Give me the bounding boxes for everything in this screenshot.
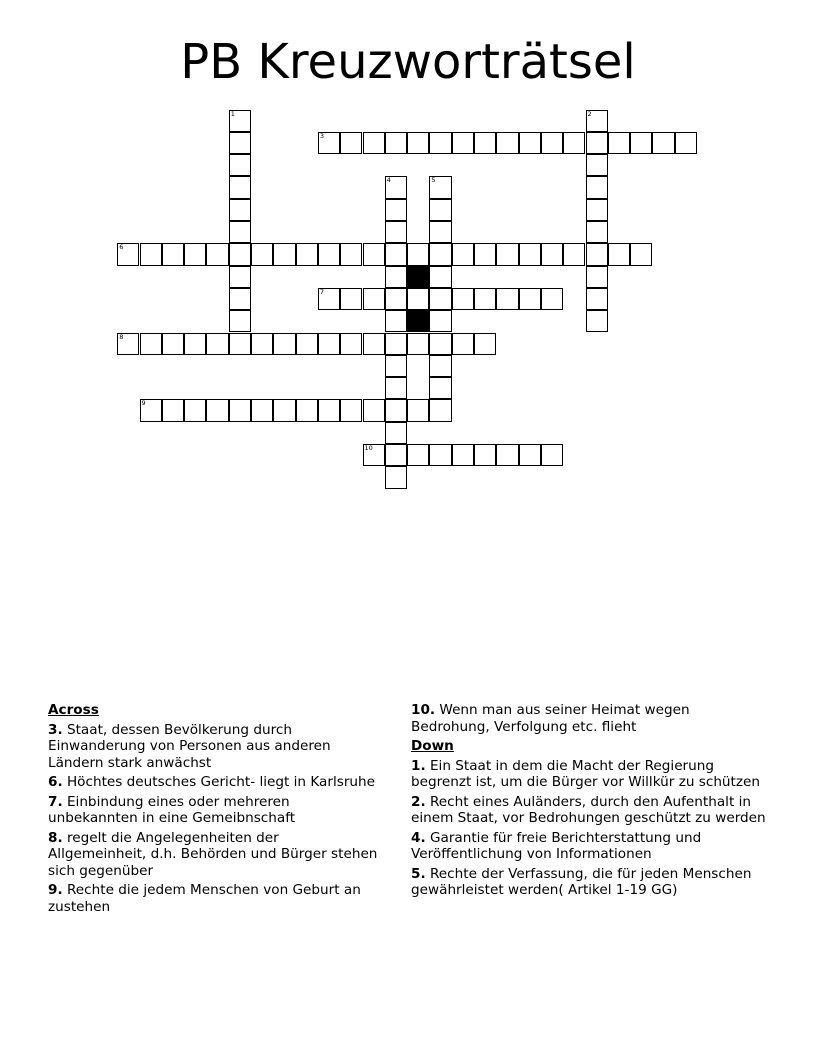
grid-cell[interactable] — [318, 243, 340, 265]
grid-cell[interactable] — [318, 132, 340, 154]
grid-cell[interactable] — [474, 132, 496, 154]
grid-cell[interactable] — [586, 176, 608, 198]
grid-cell[interactable] — [363, 243, 385, 265]
grid-cell[interactable] — [541, 444, 563, 466]
grid-cell[interactable] — [407, 333, 429, 355]
clue-down-1 — [411, 758, 766, 791]
grid-cell[interactable] — [229, 199, 251, 221]
grid-cell[interactable] — [318, 399, 340, 421]
grid-cell[interactable] — [586, 199, 608, 221]
grid-cell[interactable] — [429, 199, 451, 221]
clue-number: 10. — [411, 702, 436, 718]
grid-cell[interactable] — [184, 333, 206, 355]
clue-number: 6. — [48, 774, 63, 790]
grid-cell[interactable] — [452, 243, 474, 265]
grid-cell[interactable] — [385, 355, 407, 377]
grid-cell[interactable] — [586, 310, 608, 332]
grid-cell[interactable] — [429, 132, 451, 154]
grid-cell[interactable] — [541, 243, 563, 265]
grid-cell[interactable] — [429, 333, 451, 355]
grid-cell[interactable] — [541, 288, 563, 310]
cell-number: 9 — [141, 399, 146, 408]
grid-cell[interactable] — [452, 444, 474, 466]
grid-cell[interactable] — [385, 288, 407, 310]
grid-cell[interactable] — [496, 243, 518, 265]
grid-cell[interactable] — [296, 333, 318, 355]
grid-cell[interactable] — [363, 444, 385, 466]
grid-cell[interactable] — [452, 288, 474, 310]
grid-cell[interactable] — [229, 333, 251, 355]
clue-text: Staat, dessen Bevölkerung durch Einwanderung von Personen aus anderen Ländern stark anwächst — [48, 721, 331, 771]
grid-cell[interactable] — [586, 243, 608, 265]
grid-cell[interactable] — [407, 288, 429, 310]
grid-cell[interactable] — [429, 221, 451, 243]
grid-cell[interactable] — [385, 422, 407, 444]
grid-cell[interactable] — [229, 266, 251, 288]
grid-cell[interactable] — [429, 176, 451, 198]
grid-cell[interactable] — [162, 243, 184, 265]
clue-across-7 — [48, 794, 378, 827]
grid-cell[interactable] — [519, 132, 541, 154]
grid-cell[interactable] — [385, 243, 407, 265]
clue-number: 1. — [411, 757, 426, 774]
grid-cell[interactable] — [296, 399, 318, 421]
black-cell — [407, 310, 429, 332]
grid-cell[interactable] — [229, 110, 251, 132]
grid-cell[interactable] — [162, 399, 184, 421]
puzzle-title: PB Kreuzworträtsel — [180, 34, 636, 90]
clues-left-column — [48, 702, 378, 918]
grid-cell[interactable] — [206, 399, 228, 421]
grid-cell[interactable] — [340, 288, 362, 310]
clue-number: 5. — [411, 865, 426, 882]
grid-cell[interactable] — [273, 243, 295, 265]
grid-cell[interactable] — [385, 221, 407, 243]
grid-cell[interactable] — [407, 444, 429, 466]
grid-cell[interactable] — [519, 243, 541, 265]
grid-cell[interactable] — [630, 243, 652, 265]
grid-cell[interactable] — [452, 333, 474, 355]
grid-cell[interactable] — [296, 243, 318, 265]
grid-cell[interactable] — [273, 333, 295, 355]
grid-cell[interactable] — [140, 243, 162, 265]
grid-cell[interactable] — [586, 110, 608, 132]
clue-text: Einbindung eines oder mehreren unbekannten in eine Gemeibnschaft — [48, 793, 296, 826]
grid-cell[interactable] — [229, 288, 251, 310]
grid-cell[interactable] — [563, 132, 585, 154]
grid-cell[interactable] — [586, 288, 608, 310]
clue-number: 9. — [48, 882, 63, 898]
grid-cell[interactable] — [385, 266, 407, 288]
grid-cell[interactable] — [363, 399, 385, 421]
clues-right-column — [411, 702, 766, 902]
clue-number: 3. — [48, 721, 63, 738]
grid-cell[interactable] — [385, 466, 407, 488]
grid-cell[interactable] — [229, 399, 251, 421]
grid-cell[interactable] — [273, 399, 295, 421]
grid-cell[interactable] — [340, 132, 362, 154]
grid-cell[interactable] — [586, 221, 608, 243]
grid-cell[interactable] — [429, 288, 451, 310]
clue-number: 8. — [48, 829, 63, 846]
grid-cell[interactable] — [229, 310, 251, 332]
grid-cell[interactable] — [586, 132, 608, 154]
cell-number: 3 — [319, 131, 325, 140]
clue-across-6 — [48, 774, 378, 791]
grid-cell[interactable] — [675, 132, 697, 154]
grid-cell[interactable] — [229, 132, 251, 154]
grid-cell[interactable] — [117, 243, 139, 265]
grid-cell[interactable] — [251, 333, 273, 355]
grid-cell[interactable] — [318, 288, 340, 310]
grid-cell[interactable] — [206, 333, 228, 355]
grid-cell[interactable] — [385, 399, 407, 421]
grid-cell[interactable] — [429, 444, 451, 466]
grid-cell[interactable] — [452, 132, 474, 154]
grid-cell[interactable] — [340, 333, 362, 355]
clue-down-2 — [411, 794, 766, 827]
grid-cell[interactable] — [586, 266, 608, 288]
down-heading: Down — [411, 738, 454, 754]
crossword-grid — [0, 0, 816, 500]
grid-cell[interactable] — [363, 333, 385, 355]
grid-cell[interactable] — [385, 176, 407, 198]
grid-cell[interactable] — [140, 399, 162, 421]
grid-cell[interactable] — [340, 243, 362, 265]
clue-down-4 — [411, 830, 766, 863]
grid-cell[interactable] — [541, 132, 563, 154]
cell-number: 10 — [364, 444, 373, 452]
clue-text: Rechte der Verfassung, die für jeden Menschen gewährleistet werden( Artikel 1-19 GG) — [411, 865, 752, 898]
grid-cell[interactable] — [474, 288, 496, 310]
clue-across-8 — [48, 830, 378, 880]
clue-text: Garantie für freie Berichterstattung und Veröffentlichung von Informationen — [411, 829, 702, 862]
grid-cell[interactable] — [630, 132, 652, 154]
clue-text: Rechte die jedem Menschen von Geburt an zustehen — [48, 882, 361, 915]
grid-cell[interactable] — [474, 243, 496, 265]
grid-cell[interactable] — [407, 132, 429, 154]
grid-cell[interactable] — [162, 333, 184, 355]
grid-cell[interactable] — [429, 243, 451, 265]
clue-text: Höchtes deutsches Gericht- liegt in Karlsruhe — [66, 774, 376, 790]
grid-cell[interactable] — [474, 333, 496, 355]
grid-cell[interactable] — [251, 243, 273, 265]
grid-cell[interactable] — [140, 333, 162, 355]
grid-cell[interactable] — [429, 399, 451, 421]
clue-across-3 — [48, 722, 378, 772]
grid-cell[interactable] — [429, 355, 451, 377]
grid-cell[interactable] — [385, 199, 407, 221]
grid-cell[interactable] — [318, 333, 340, 355]
grid-cell[interactable] — [407, 243, 429, 265]
grid-cell[interactable] — [474, 444, 496, 466]
grid-cell[interactable] — [385, 333, 407, 355]
grid-cell[interactable] — [429, 377, 451, 399]
cell-number: 7 — [319, 287, 325, 296]
grid-cell[interactable] — [363, 288, 385, 310]
grid-cell[interactable] — [407, 399, 429, 421]
grid-cell[interactable] — [184, 399, 206, 421]
grid-cell[interactable] — [229, 221, 251, 243]
grid-cell[interactable] — [496, 444, 518, 466]
black-cell — [407, 266, 429, 288]
clue-text: regelt die Angelegenheiten der Allgemeinheit, d.h. Behörden und Bürger stehen sich gegenüber — [48, 829, 378, 879]
grid-cell[interactable] — [385, 444, 407, 466]
clue-down-5 — [411, 866, 766, 899]
clue-across-10 — [411, 702, 766, 735]
grid-cell[interactable] — [229, 176, 251, 198]
cell-number: 1 — [230, 109, 235, 118]
grid-cell[interactable] — [385, 377, 407, 399]
grid-cell[interactable] — [251, 399, 273, 421]
cell-number: 4 — [386, 176, 391, 185]
grid-cell[interactable] — [385, 132, 407, 154]
across-heading: Across — [48, 702, 99, 718]
clue-number: 7. — [48, 793, 63, 810]
grid-cell[interactable] — [385, 310, 407, 332]
clue-number: 4. — [411, 829, 426, 846]
grid-cell[interactable] — [563, 243, 585, 265]
clue-text: Recht eines Auländers, durch den Aufenthalt in einem Staat, vor Bedrohungen geschützt zu werden — [411, 793, 766, 826]
grid-cell[interactable] — [117, 333, 139, 355]
grid-cell[interactable] — [652, 132, 674, 154]
grid-cell[interactable] — [429, 266, 451, 288]
clue-text: Ein Staat in dem die Macht der Regierung begrenzt ist, um die Bürger vor Willkür zu schützen — [411, 757, 760, 790]
grid-cell[interactable] — [206, 243, 228, 265]
grid-cell[interactable] — [363, 132, 385, 154]
clue-number: 2. — [411, 793, 426, 810]
grid-cell[interactable] — [608, 243, 630, 265]
grid-cell[interactable] — [229, 154, 251, 176]
grid-cell[interactable] — [496, 132, 518, 154]
cell-number: 2 — [587, 109, 592, 118]
grid-cell[interactable] — [229, 243, 251, 265]
clue-across-9 — [48, 882, 378, 915]
grid-cell[interactable] — [496, 288, 518, 310]
grid-cell[interactable] — [608, 132, 630, 154]
grid-cell[interactable] — [340, 399, 362, 421]
grid-cell[interactable] — [184, 243, 206, 265]
grid-cell[interactable] — [429, 310, 451, 332]
cell-number: 6 — [119, 243, 124, 252]
clue-text: Wenn man aus seiner Heimat wegen Bedrohung, Verfolgung etc. flieht — [411, 702, 690, 735]
grid-cell[interactable] — [519, 288, 541, 310]
cell-number: 5 — [431, 176, 436, 185]
grid-cell[interactable] — [519, 444, 541, 466]
cell-number: 8 — [119, 332, 124, 341]
grid-cell[interactable] — [586, 154, 608, 176]
